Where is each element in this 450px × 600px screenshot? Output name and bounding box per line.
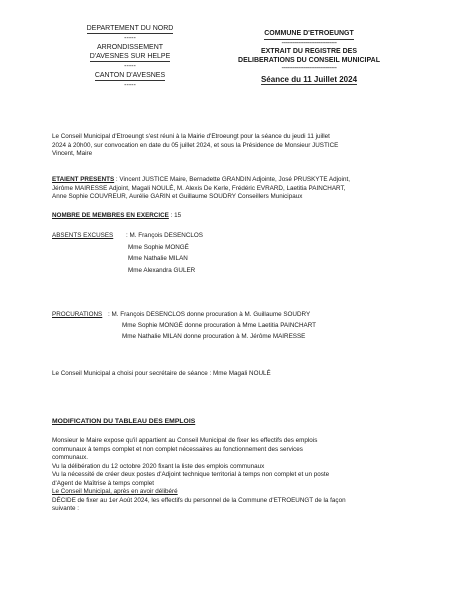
presents-text: Anne Sophie COUVREUR, Aurélie GARIN et Guillaume SOUDRY Conseillers Municipaux: [52, 193, 303, 200]
commune-name: COMMUNE D'ETROEUNGT: [264, 30, 354, 40]
absents-label-text: ABSENTS EXCUSES: [52, 232, 114, 239]
absents-list: [126, 232, 203, 278]
body-line: Le Conseil Municipal, après en avoir délibéré: [52, 488, 178, 495]
members-count: [52, 212, 402, 221]
intro-line: Vincent, Maire: [52, 150, 93, 157]
intro-line: Le Conseil Municipal d'Etroeungt s'est réuni à la Mairie d'Etroeungt pour la séance du jeudi 11 juillet: [52, 133, 330, 140]
procurations-label-text: PROCURATIONS: [52, 311, 103, 318]
procuration-item: Mme Nathalie MILAN donne procuration à M. Jérôme MAIRESSE: [122, 333, 306, 340]
absent-item: Mme Sophie MONGÉ: [128, 243, 189, 251]
procurations-label: [52, 311, 102, 320]
absent-item: Mme Alexandra GULER: [128, 266, 196, 274]
body-line: communaux à temps complet et non complet nécessaires au fonctionnement des services: [52, 445, 303, 453]
body-line: DÉCIDE de fixer au 1er Août 2024, les effectifs du personnel de la Commune d'ETROEUNGT de la façon: [52, 496, 346, 504]
separator: -----: [124, 82, 136, 89]
section-body: [52, 437, 402, 514]
secretary-line: Le Conseil Municipal a choisi pour secrétaire de séance : Mme Magali NOULÉ: [52, 370, 271, 377]
absents-label: [52, 232, 113, 241]
intro-paragraph: [52, 133, 402, 159]
body-line: Vu la délibération du 12 octobre 2020 fixant la liste des emplois communaux: [52, 462, 265, 470]
body-line: Monsieur le Maire expose qu'il appartient au Conseil Municipal de fixer les effectifs des emplois: [52, 437, 318, 444]
members-value: : 15: [168, 212, 182, 219]
procurations-list: [108, 311, 316, 344]
extract-title-1: EXTRAIT DU REGISTRE DES: [260, 48, 358, 55]
presents-label: ETAIENT PRESENTS: [52, 176, 115, 183]
canton-line: CANTON D'AVESNES: [94, 72, 166, 79]
procuration-item: Mme Sophie MONGÉ donne procuration à Mme Laetitia PAINCHART: [122, 322, 317, 329]
header-right: [236, 30, 382, 85]
procuration-item: : M. François DESENCLOS donne procuration à M. Guillaume SOUDRY: [108, 311, 311, 318]
body-line: Vu la nécessité de créer deux postes d'Adjoint technique territorial à temps non complet et un poste: [52, 471, 330, 478]
presents-text: Jérôme MAIRESSE Adjoint, Magali NOULÉ, M. Alexis De Kerle, Frédéric EVRARD, Laetitia PAINCHART,: [52, 184, 346, 192]
separator: ------------------------------: [281, 65, 337, 72]
absent-item: Mme Nathalie MILAN: [128, 255, 188, 262]
arrondissement-name: D'AVESNES SUR HELPE: [89, 53, 171, 60]
arrondissement-line: ARRONDISSEMENT: [96, 44, 164, 51]
members-label: NOMBRE DE MEMBRES EN EXERCICE: [52, 212, 169, 219]
body-line: communaux.: [52, 454, 89, 461]
seance-date: Séance du 11 Juillet 2024: [260, 74, 358, 84]
section-title: MODIFICATION DU TABLEAU DES EMPLOIS: [52, 418, 196, 425]
department-line: DEPARTEMENT DU NORD: [86, 25, 174, 32]
body-line: suivante :: [52, 505, 79, 512]
separator: -----: [124, 63, 136, 70]
absent-item: : M. François DESENCLOS: [126, 232, 203, 239]
extract-title-2: DELIBERATIONS DU CONSEIL MUNICIPAL: [238, 56, 380, 64]
header-left: [70, 24, 190, 90]
separator: -----: [124, 35, 136, 42]
intro-line: 2024 à 20h00, sur convocation en date du 05 juillet 2024, et sous la Présidence de Monsieur JUSTICE: [52, 141, 339, 149]
separator: ------------------------------: [281, 39, 337, 47]
presents-text: : Vincent JUSTICE Maire, Bernadette GRANDIN Adjointe, José PRUSKYTE Adjoint,: [114, 176, 350, 183]
body-line: d'Agent de Maîtrise à temps complet: [52, 479, 155, 487]
presents-paragraph: [52, 176, 402, 202]
